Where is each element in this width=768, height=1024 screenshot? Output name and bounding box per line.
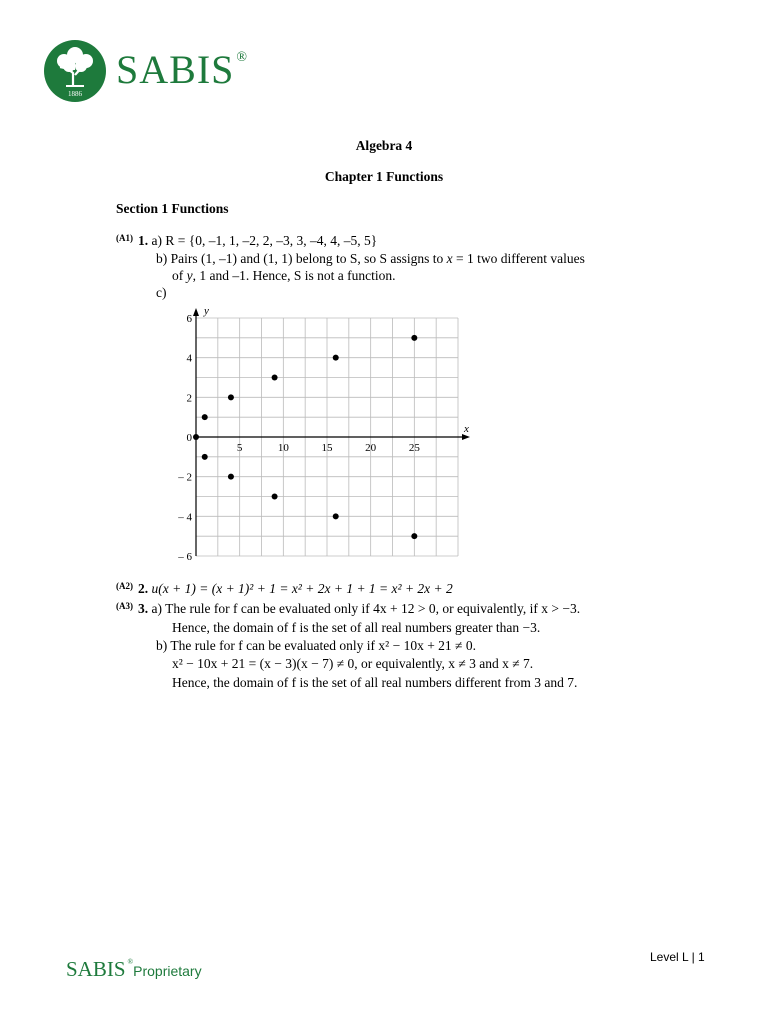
q3-part-a-line2: Hence, the domain of f is the set of all real numbers greater than −3. [172, 620, 541, 635]
y-tick-label: 6 [186, 313, 192, 325]
y-tick-label: 2 [186, 392, 192, 405]
q1-part-b-line2: of y, 1 and –1. Hence, S is not a function. [172, 268, 396, 283]
founded-year: 1886 [68, 90, 82, 98]
y-tick-label: – 6 [178, 551, 192, 563]
q3-part-b-line3: Hence, the domain of f is the set of all real numbers different from 3 and 7. [172, 675, 578, 690]
q1-part-a: $^{(A1)}$ 1. a) R = {0, –1, 1, –2, 2, –3, 3, –4, 4, –5, 5} [116, 233, 378, 248]
tick-labels [177, 313, 420, 563]
data-point [333, 513, 339, 519]
y-tick-label: 0 [186, 432, 192, 444]
y-tick-label: 4 [186, 352, 192, 365]
chapter-title: Chapter 1 Functions [324, 169, 444, 184]
x-tick-label: 15 [321, 442, 333, 454]
section-title: Section 1 Functions [116, 201, 229, 216]
axes [193, 305, 470, 556]
footer-brand: SABIS ®Proprietary [66, 957, 202, 981]
data-point [333, 355, 339, 361]
data-point [228, 394, 234, 400]
data-point [228, 474, 234, 480]
data-point [411, 335, 417, 341]
scatter-plot [170, 300, 470, 564]
data-point [202, 454, 208, 460]
sabis-logo-emblem [42, 40, 108, 102]
q3-part-b-line2: x² − 10x + 21 = (x − 3)(x − 7) ≠ 0, or equivalently, x ≠ 3 and x ≠ 7. [172, 656, 534, 671]
data-point [202, 414, 208, 420]
y-axis-label: y [204, 305, 209, 317]
q1-part-b-line1: b) Pairs (1, –1) and (1, 1) belong to S, so S assigns to x = 1 two different values [156, 251, 585, 266]
data-point [272, 494, 278, 500]
x-tick-label: 5 [236, 442, 243, 454]
q3-part-a-line1: $^{(A3)}$ 3. a) The rule for f can be evaluated only if 4x + 12 > 0, or equivalently, if x > −3. [116, 601, 581, 616]
data-point [193, 434, 199, 440]
page-number: Level L | 1 [650, 950, 705, 964]
q2-line: $^{(A2)}$ 2. u(x + 1) = (x + 1)² + 1 = x² + 2x + 1 + 1 = x² + 2x + 2 [116, 581, 453, 596]
sabis-logo-text: SABIS ® [116, 47, 249, 92]
x-tick-label: 10 [277, 442, 289, 454]
y-tick-label: – 2 [178, 471, 192, 484]
x-axis-label: x [464, 423, 469, 435]
q1-part-c: c) [156, 285, 167, 300]
data-point [272, 375, 278, 381]
q3-part-b-line1: b) The rule for f can be evaluated only if x² − 10x + 21 ≠ 0. [156, 638, 476, 653]
x-tick-label: 20 [365, 442, 377, 454]
data-point [411, 533, 417, 539]
y-tick-label: – 4 [178, 511, 192, 524]
course-title: Algebra 4 [355, 138, 413, 153]
y-axis-arrow [193, 308, 199, 316]
x-tick-label: 25 [408, 442, 420, 454]
